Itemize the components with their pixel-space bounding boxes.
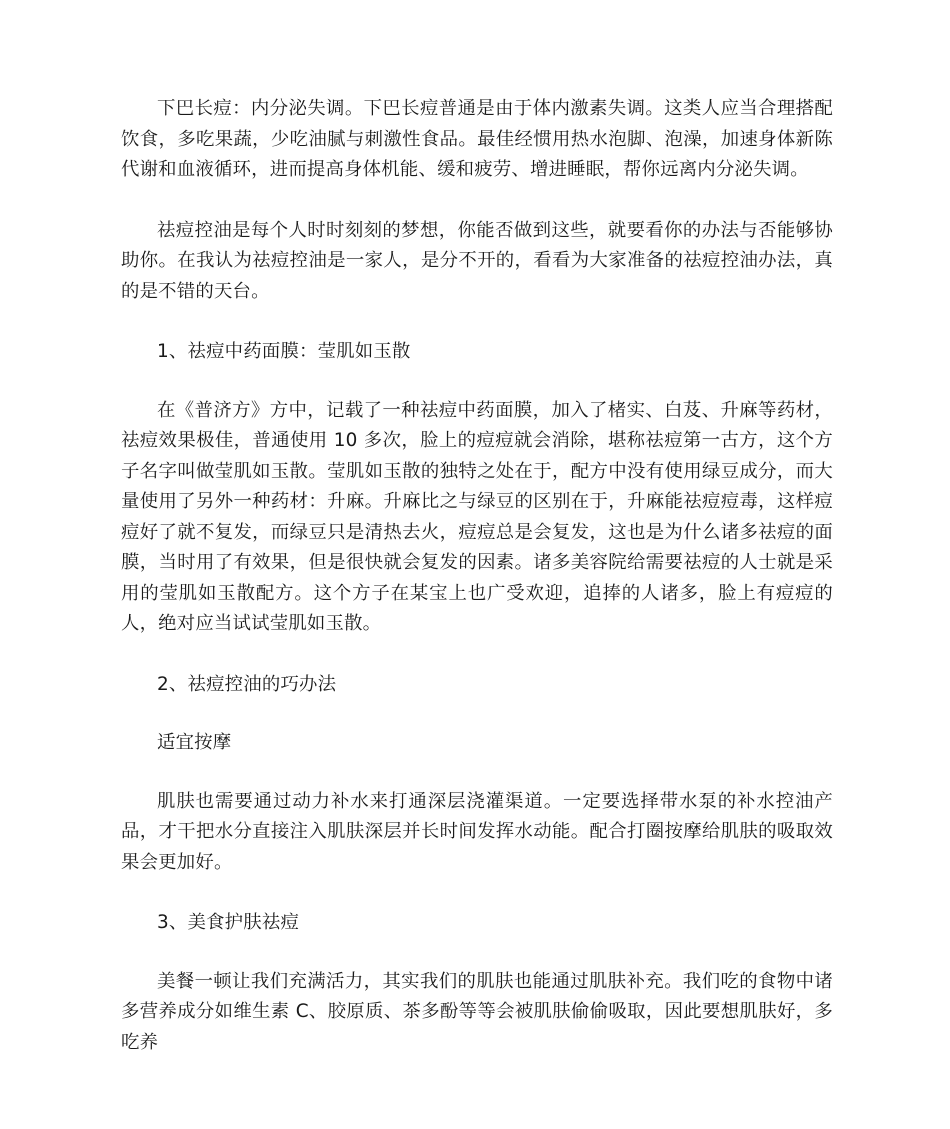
paragraph-massage: 肌肤也需要通过动力补水来打通深层浇灌渠道。一定要选择带水泵的补水控油产品，才干把水分直接注入肌肤深层并长时间发挥水动能。配合打圈按摩给肌肤的吸取效果会更加好。: [121, 790, 833, 873]
paragraph-chin-acne: 下巴长痘：内分泌失调。下巴长痘普通是由于体内激素失调。这类人应当合理搭配饮食，多吃果蔬，少吃油腻与刺激性食品。最佳经惯用热水泡脚、泡澡，加速身体新陈代谢和血液循环，进而提高身体机能、缓和疲劳、增进睡眠，帮你远离内分泌失调。: [121, 98, 833, 180]
section-heading-1: 1、祛痘中药面膜：莹肌如玉散: [157, 341, 411, 362]
section-heading-3: 3、美食护肤祛痘: [157, 912, 300, 933]
document-page: [121, 94, 833, 1088]
paragraph-food-skincare: 美餐一顿让我们充满活力，其实我们的肌肤也能通过肌肤补充。我们吃的食物中诸多营养成分如维生素 C、胶原质、茶多酚等等会被肌肤偷偷吸取，因此要想肌肤好，多吃养: [121, 970, 833, 1053]
section-heading-2: 2、祛痘控油的巧办法: [157, 673, 337, 695]
paragraph-acne-oil-control-intro: 祛痘控油是每个人时时刻刻的梦想，你能否做到这些，就要看你的办法与否能够协助你。在我认为祛痘控油是一家人，是分不开的，看看为大家准备的祛痘控油办法，真的是不错的天台。: [121, 219, 833, 302]
paragraph-herbal-mask: 在《普济方》方中，记载了一种祛痘中药面膜，加入了楮实、白芨、升麻等药材，祛痘效果极佳，普通使用 10 多次，脸上的痘痘就会消除，堪称祛痘第一古方，这个方子名字叫做莹肌如玉散。莹肌如玉散的独特之处在于，配方中没有使用绿豆成分，而大量使用了另外一种药材：升麻。升麻比之与绿豆的区别在于，升麻能祛痘痘毒，这样痘痘好了就不复发，而绿豆只是清热去火，痘痘总是会复发，这也是为什么诸多祛痘的面膜，当时用了有效果，但是很快就会复发的因素。诸多美容院给需要祛痘的人士就是采用的莹肌如玉散配方。这个方子在某宝上也广受欢迎，追捧的人诸多，脸上有痘痘的人，绝对应当试试莹肌如玉散。: [121, 399, 833, 634]
subsection-heading-massage: 适宜按摩: [157, 732, 232, 753]
